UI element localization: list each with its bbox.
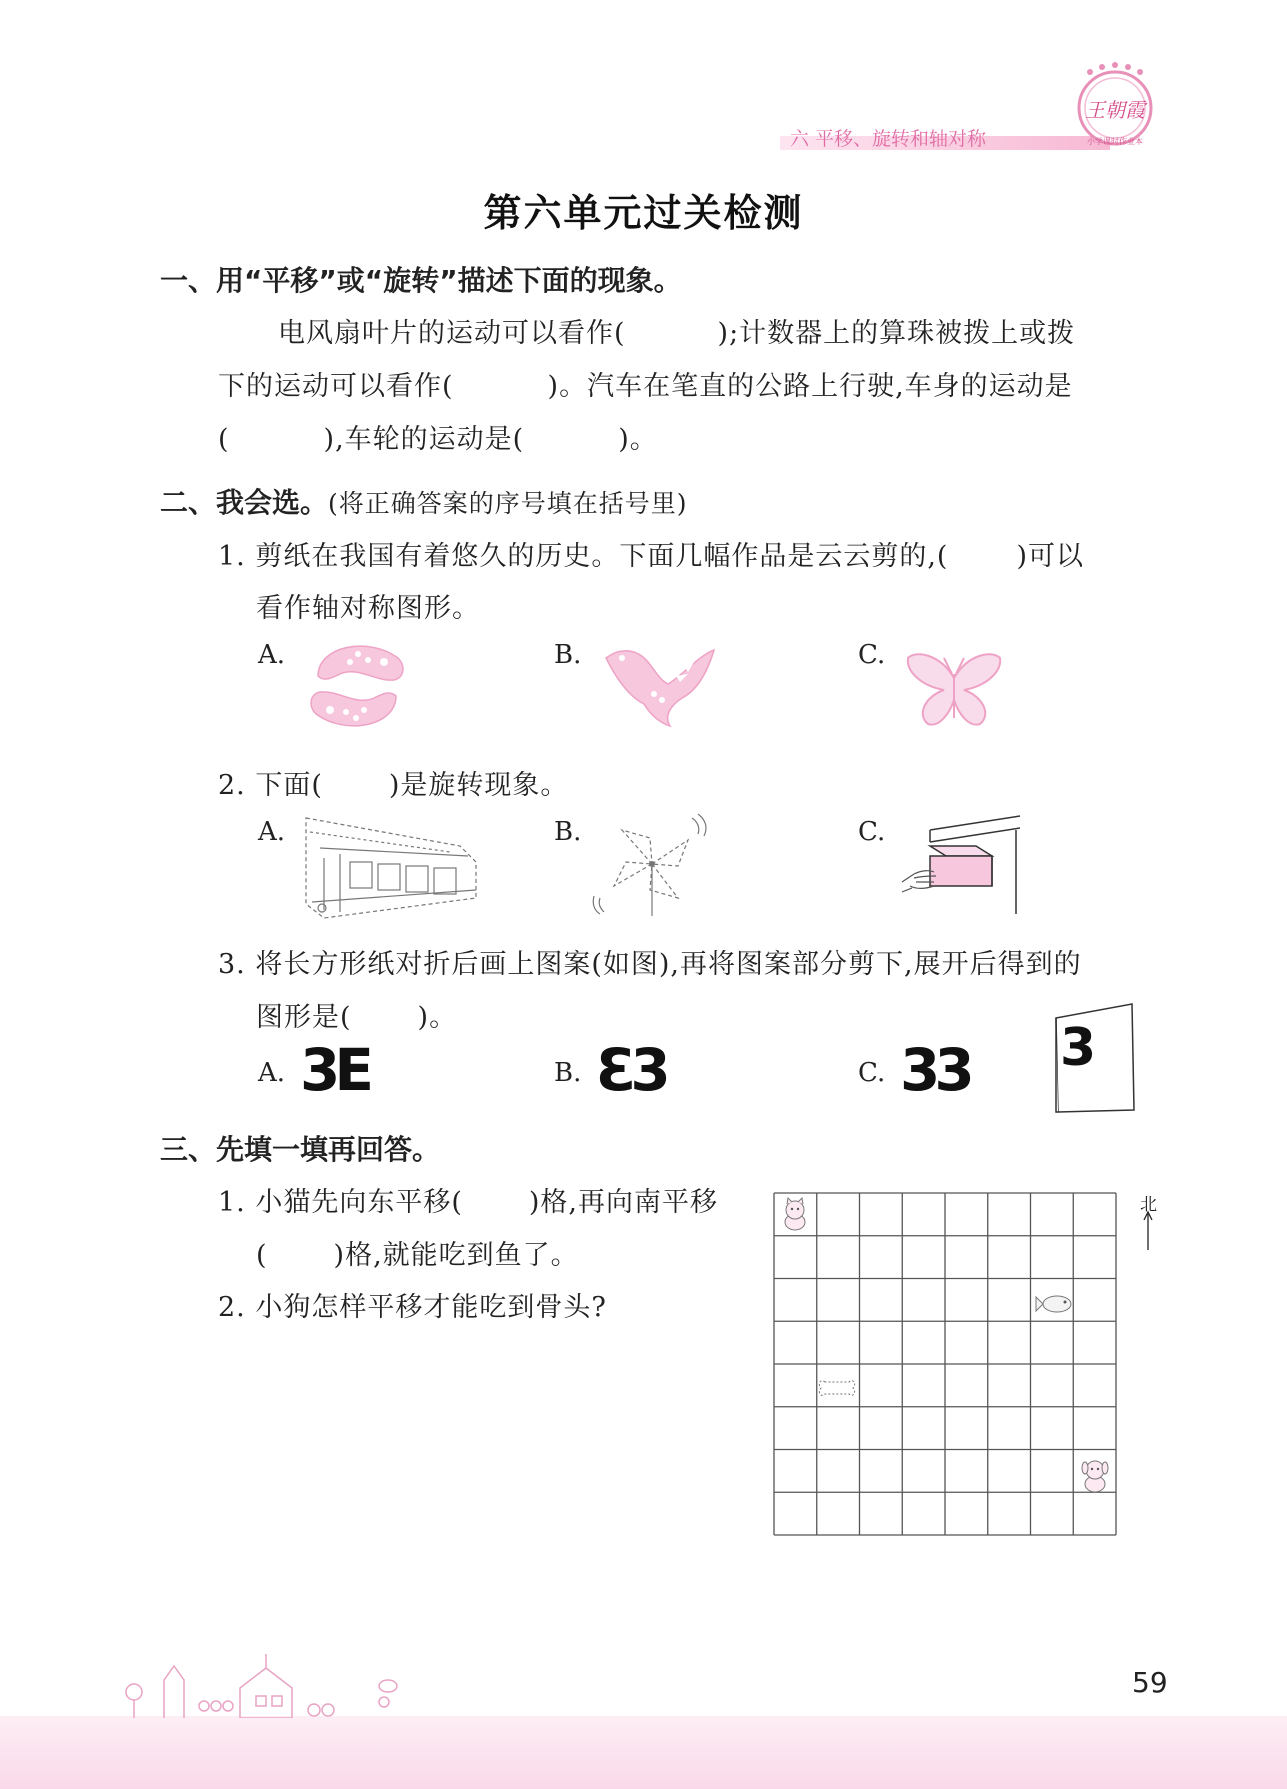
q1-option-c-label[interactable]: C. — [858, 640, 886, 670]
section3-heading: 三、先填一填再回答。 — [160, 1133, 441, 1166]
butterfly-papercut-image — [904, 648, 1004, 734]
text-segment: );计数器上的算珠被拨上或拨 — [717, 318, 1076, 349]
q3-option-c-label[interactable]: C. — [858, 1058, 886, 1088]
section1-line1 — [278, 311, 1075, 350]
text-segment: ( — [256, 1240, 268, 1271]
q2-line — [218, 763, 568, 802]
brand-logo — [1072, 58, 1158, 154]
q1-option-b-label[interactable]: B. — [554, 640, 582, 670]
dog-icon — [1077, 1454, 1113, 1494]
train-image — [300, 812, 478, 922]
text-segment: 1. 剪纸在我国有着悠久的历史。下面几幅作品是云云剪的,( — [218, 541, 949, 572]
pinwheel-image — [592, 812, 712, 916]
text-segment: 下的运动可以看作( — [218, 371, 454, 402]
q2-option-b-label[interactable]: B. — [554, 817, 582, 847]
fish-papercut-image — [298, 636, 416, 736]
text-segment: )。 — [417, 1002, 458, 1033]
q2-option-c-label[interactable]: C. — [858, 817, 886, 847]
text-segment: 图形是( — [256, 1002, 352, 1033]
footer-band — [0, 1716, 1287, 1789]
s3-q1-line1 — [218, 1180, 718, 1219]
q1-line1 — [218, 534, 1084, 573]
page-number: 59 — [1132, 1666, 1168, 1699]
text-segment: )。 — [618, 424, 658, 455]
q3-option-c-figure: 33 — [900, 1036, 969, 1104]
section1-line3 — [218, 417, 658, 456]
footer-small-animal-icon — [376, 1676, 400, 1694]
logo-subtext: 小学课时作业本 — [1087, 137, 1143, 146]
fish-icon — [1035, 1290, 1075, 1318]
text-segment: 1. 小猫先向东平移( — [218, 1187, 463, 1218]
text-segment: 2. 下面( — [218, 770, 323, 801]
folded-paper-digit: 3 — [1060, 1018, 1097, 1078]
s3-q2-line: 2. 小狗怎样平移才能吃到骨头? — [218, 1292, 607, 1323]
text-segment: )格,就能吃到鱼了。 — [333, 1240, 579, 1271]
chapter-title: 六 平移、旋转和轴对称 — [790, 128, 987, 150]
s3-q1-line2 — [256, 1233, 579, 1272]
section1-heading: 一、用“平移”或“旋转”描述下面的现象。 — [160, 264, 682, 297]
q3-option-a-figure: 3E — [300, 1036, 368, 1104]
q1-line2: 看作轴对称图形。 — [256, 593, 480, 624]
q3-line1: 3. 将长方形纸对折后画上图案(如图),再将图案部分剪下,展开后得到的 — [218, 949, 1082, 980]
drawer-image — [900, 812, 1024, 916]
bone-icon — [817, 1376, 857, 1400]
north-label: 北 — [1140, 1195, 1157, 1215]
footer-decoration-illustration — [118, 1648, 418, 1718]
logo-text: 王朝霞 — [1085, 98, 1145, 122]
section2-heading — [160, 481, 688, 521]
text-segment: )。汽车在笔直的公路上行驶,车身的运动是 — [547, 371, 1073, 402]
bird-papercut-image — [598, 636, 718, 728]
movement-grid — [773, 1192, 1117, 1536]
section-note: (将正确答案的序号填在括号里) — [328, 489, 688, 518]
q2-option-a-label[interactable]: A. — [258, 817, 286, 847]
cat-icon — [777, 1196, 813, 1232]
folded-paper-diagram — [1052, 1002, 1138, 1114]
text-segment: ( — [218, 424, 230, 455]
q3-line2 — [256, 995, 457, 1034]
q3-option-b-figure: Ɛ3 — [596, 1036, 665, 1104]
page-title: 第六单元过关检测 — [483, 191, 804, 235]
text-segment: 电风扇叶片的运动可以看作( — [278, 318, 626, 349]
text-segment: )可以 — [1016, 541, 1085, 572]
text-segment: ),车轮的运动是( — [323, 424, 525, 455]
q3-option-a-label[interactable]: A. — [258, 1058, 286, 1088]
north-arrow-icon — [1140, 1210, 1156, 1250]
text-segment: )格,再向南平移 — [528, 1187, 719, 1218]
section1-line2 — [218, 364, 1073, 403]
q1-option-a-label[interactable]: A. — [258, 640, 286, 670]
text-segment: )是旋转现象。 — [388, 770, 569, 801]
section-title: 二、我会选。 — [160, 486, 329, 519]
q3-option-b-label[interactable]: B. — [554, 1058, 582, 1088]
